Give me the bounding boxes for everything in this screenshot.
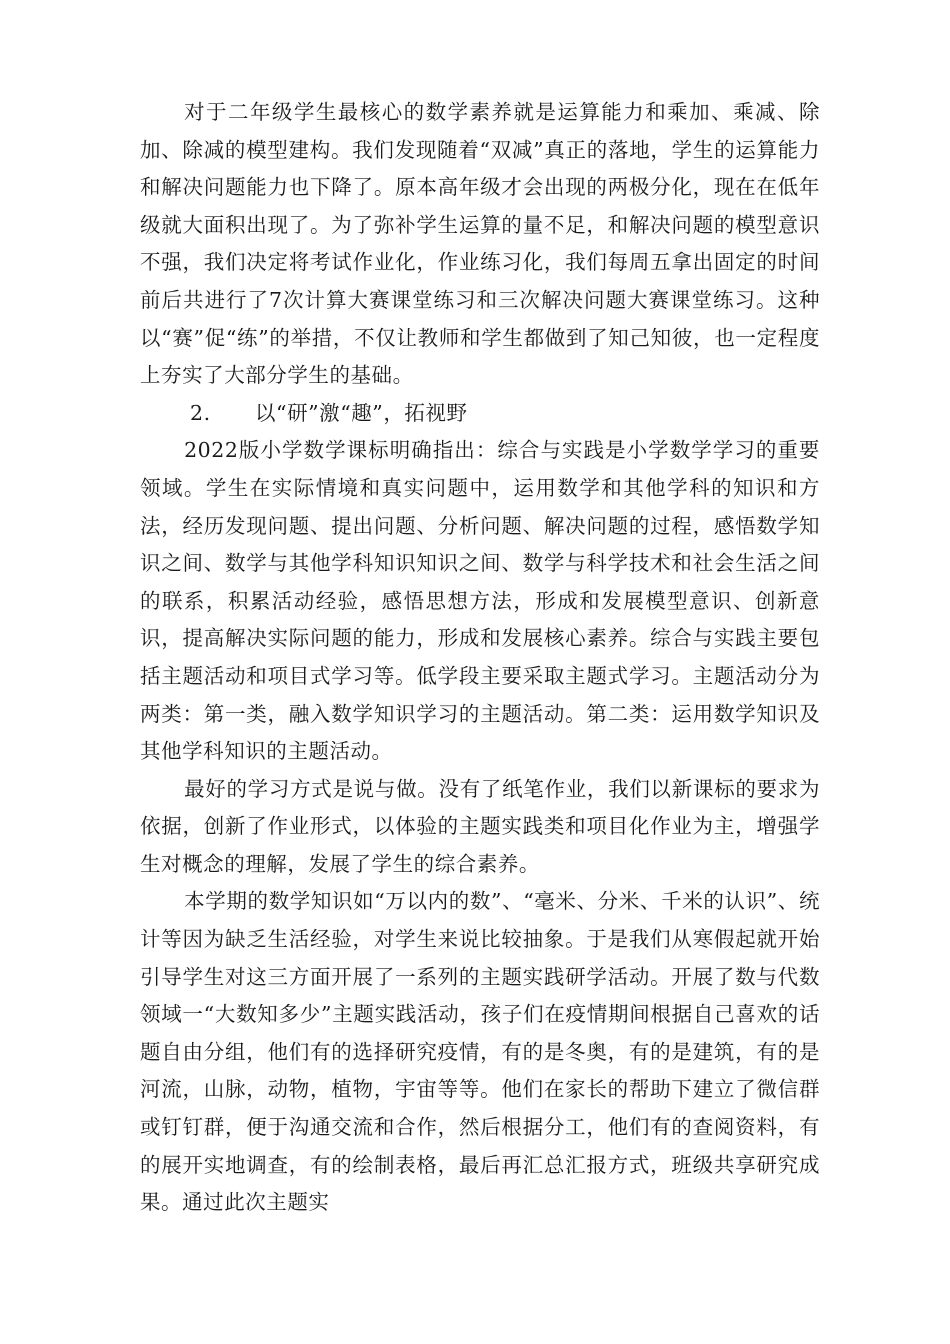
paragraph-curriculum-standard: 2022版小学数学课标明确指出：综合与实践是小学数学学习的重要领域。学生在实际情境和真实问题中，运用数学和其他学科的知识和方法，经历发现问题、提出问题、分析问题、解决问题的过程，感悟数学知识之间、数学与其他学科知识知识之间、数学与科学技术和社会生活之间的联系，积累活动经验，感悟思想方法，形成和发展模型意识、创新意识，提高解决实际问题的能力，形成和发展核心素养。综合与实践主要包括主题活动和项目式学习等。低学段主要采取主题式学习。主题活动分为两类：第一类，融入数学知识学习的主题活动。第二类：运用数学知识及其他学科知识的主题活动。 (140, 438, 820, 764)
section-title: 以“研”激“趣”，拓视野 (255, 400, 468, 425)
paragraph-core-literacy: 对于二年级学生最核心的数学素养就是运算能力和乘加、乘减、除加、除减的模型建构。我们发现随着“双减”真正的落地，学生的运算能力和解决问题能力也下降了。原本高年级才会出现的两极分化，现在在低年级就大面积出现了。为了弥补学生运算的量不足，和解决问题的模型意识不强，我们决定将考试作业化，作业练习化，我们每周五拿出固定的时间前后共进行了7次计算大赛课堂练习和三次解决问题大赛课堂练习。这种以“赛”促“练”的举措，不仅让教师和学生都做到了知己知彼，也一定程度上夯实了大部分学生的基础。 (140, 100, 820, 388)
paragraph-learning-method: 最好的学习方式是说与做。没有了纸笔作业，我们以新课标的要求为依据，创新了作业形式，以体验的主题实践类和项目化作业为主，增强学生对概念的理解，发展了学生的综合素养。 (140, 776, 820, 876)
document-body (140, 94, 820, 1222)
section-number: 2. (190, 400, 211, 425)
paragraph-theme-activity: 本学期的数学知识如“万以内的数”、“毫米、分米、千米的认识”、统计等因为缺乏生活经验，对学生来说比较抽象。于是我们从寒假起就开始引导学生对这三方面开展了一系列的主题实践研学活动。开展了数与代数领域一“大数知多少”主题实践活动，孩子们在疫情期间根据自己喜欢的话题自由分组，他们有的选择研究疫情，有的是冬奥，有的是建筑，有的是河流，山脉，动物，植物，宇宙等等。他们在家长的帮助下建立了微信群或钉钉群，便于沟通交流和合作，然后根据分工，他们有的查阅资料，有的展开实地调查，有的绘制表格，最后再汇总汇报方式，班级共享研究成果。通过此次主题实 (140, 889, 820, 1215)
section-heading (140, 395, 820, 433)
